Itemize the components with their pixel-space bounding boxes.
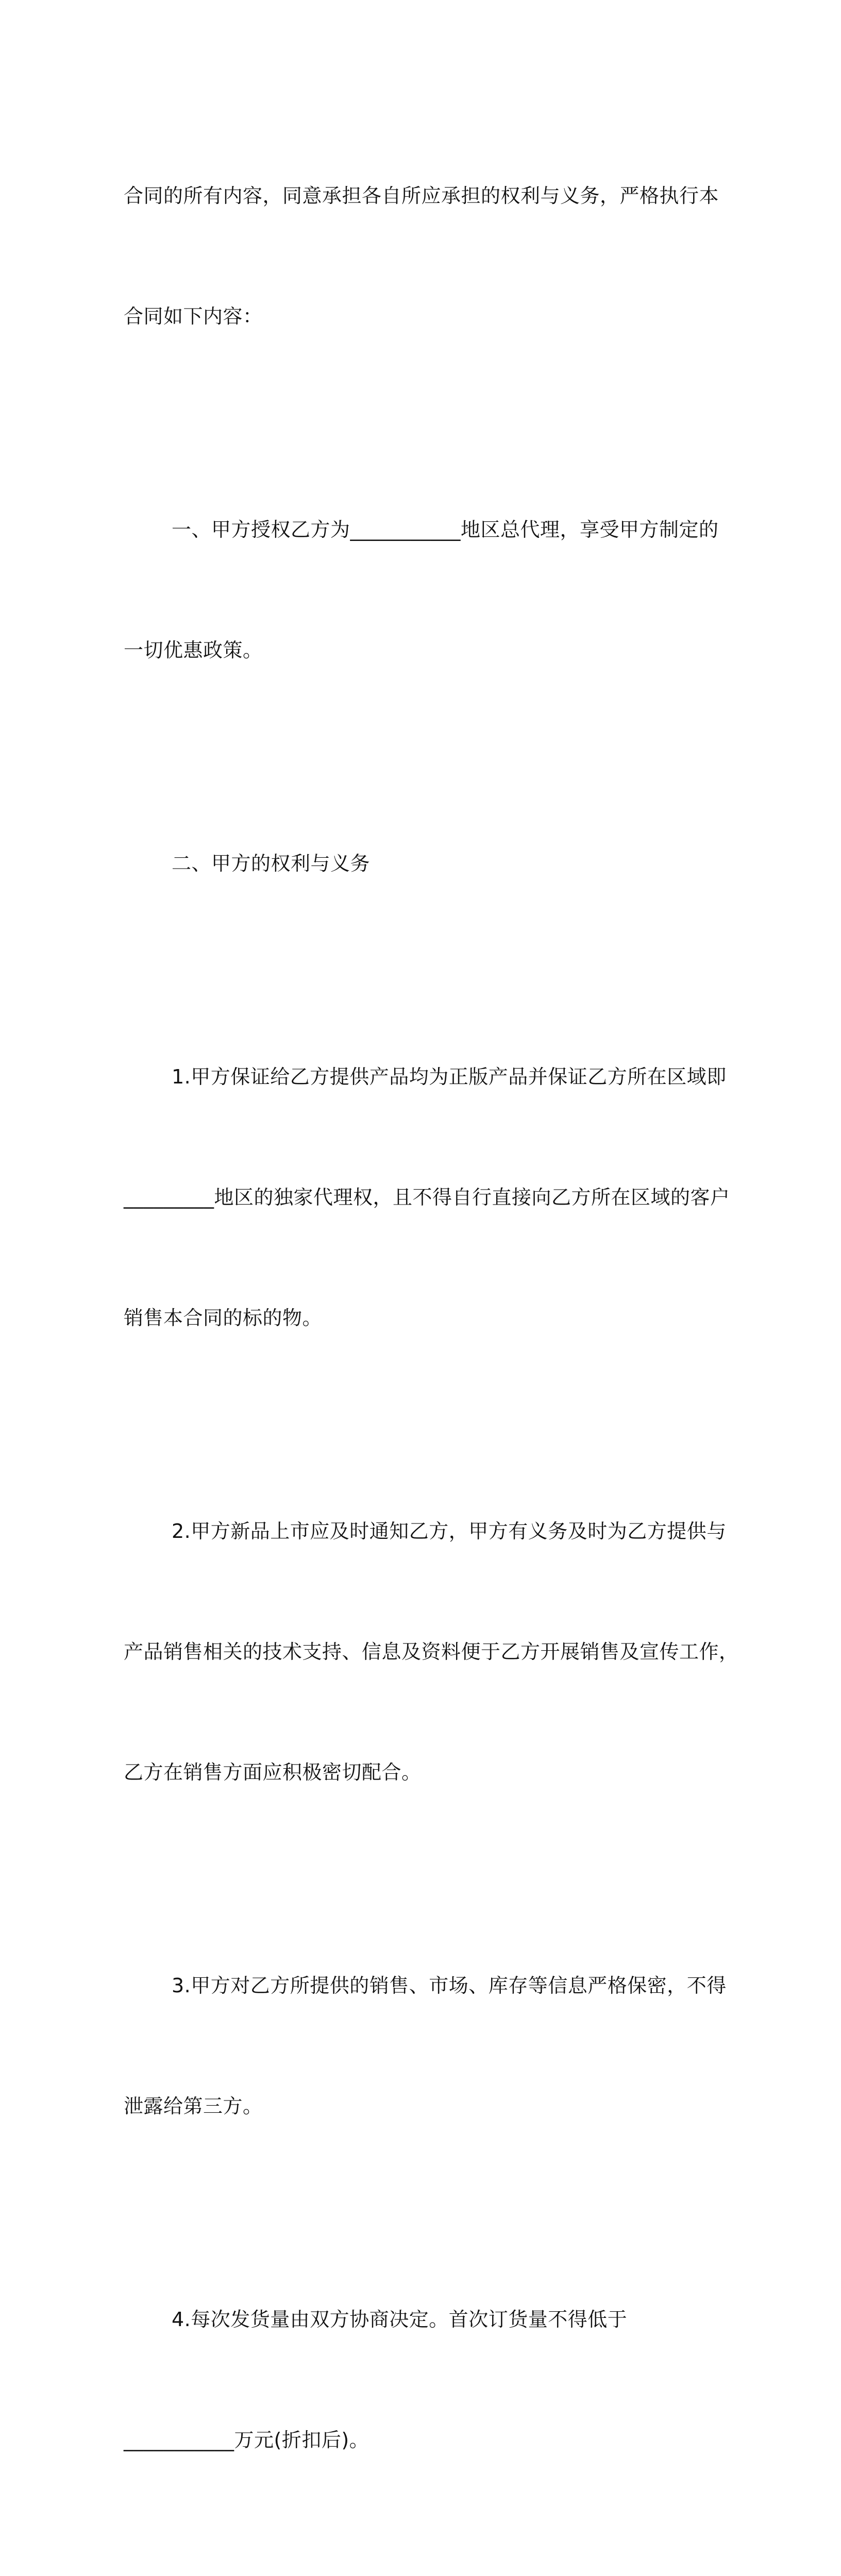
paragraph-line: 4.每次发货量由双方协商决定。首次订货量不得低于 — [172, 2308, 628, 2331]
clause-1-authorization — [124, 429, 719, 751]
party-a-item-2 — [124, 1431, 739, 1873]
paragraph-line: 一切优惠政策。 — [124, 639, 263, 662]
section-heading: 二、甲方的权利与义务 — [172, 852, 371, 875]
paragraph-line: 乙方在销售方面应积极密切配合。 — [124, 1761, 422, 1784]
paragraph-line: 2.甲方新品上市应及时通知乙方，甲方有义务及时为乙方提供与 — [172, 1520, 727, 1543]
document-body — [124, 95, 739, 2576]
paragraph-line: 合同如下内容： — [124, 305, 263, 328]
paragraph-line: 1.甲方保证给乙方提供产品均为正版产品并保证乙方所在区域即 — [172, 1065, 727, 1088]
paragraph-line: _________地区的独家代理权，且不得自行直接向乙方所在区域的客户 — [124, 1186, 730, 1209]
section-heading-party-b — [124, 2553, 701, 2576]
section-heading-party-a — [124, 763, 701, 964]
paragraph-line: 泄露给第三方。 — [124, 2095, 263, 2117]
paragraph-line: 合同的所有内容，同意承担各自所应承担的权利与义务，严格执行本 — [124, 184, 719, 207]
paragraph-line: 销售本合同的标的物。 — [124, 1307, 323, 1329]
paragraph-line: 一、甲方授权乙方为___________地区总代理，享受甲方制定的 — [172, 518, 719, 541]
paragraph-intro — [124, 95, 719, 417]
paragraph-line: ___________万元(折扣后)。 — [124, 2429, 369, 2451]
paragraph-line: 3.甲方对乙方所提供的销售、市场、库存等信息严格保密，不得 — [172, 1974, 727, 1997]
party-a-item-3 — [124, 1885, 727, 2207]
paragraph-line: 产品销售相关的技术支持、信息及资料便于乙方开展销售及宣传工作， — [124, 1640, 739, 1663]
party-a-item-1 — [124, 976, 730, 1418]
party-a-item-4 — [124, 2219, 701, 2540]
